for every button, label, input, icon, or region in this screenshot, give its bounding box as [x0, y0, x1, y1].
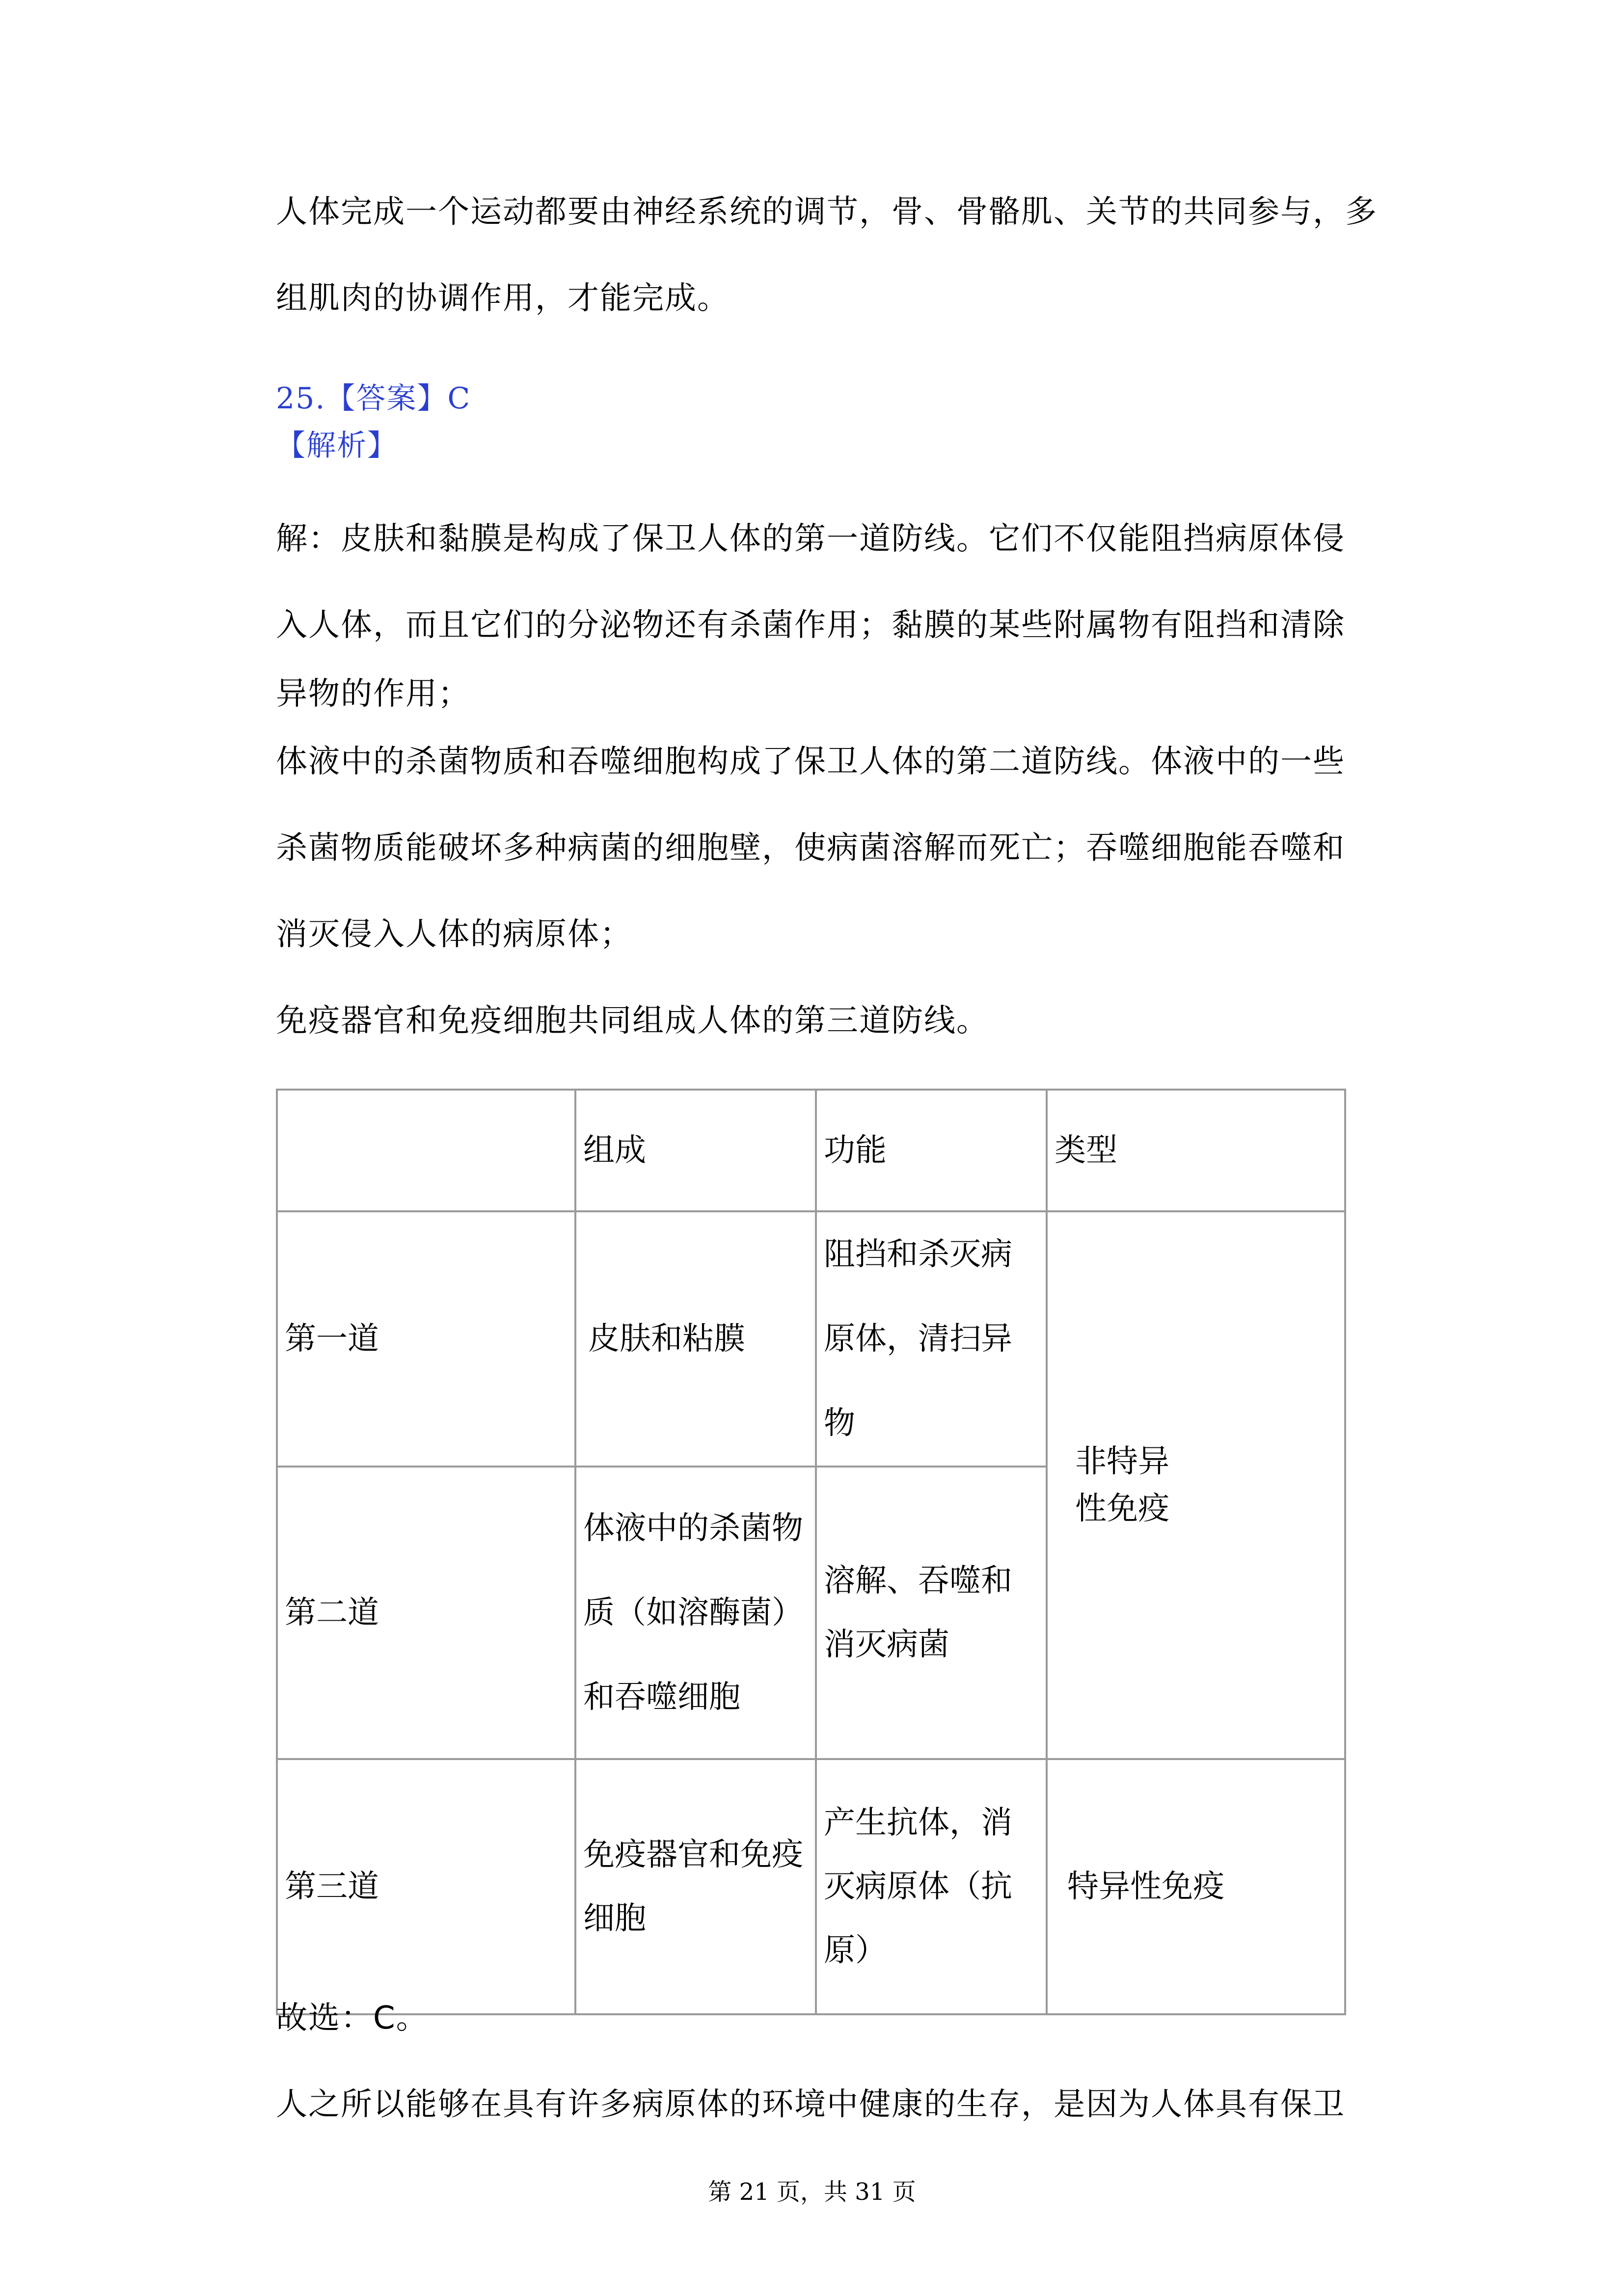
row-name: 第二道: [277, 1467, 575, 1759]
conclusion-line: 人之所以能够在具有许多病原体的环境中健康的生存，是因为人体具有保卫: [276, 2086, 1345, 2123]
row-composition: 免疫器官和免疫细胞: [575, 1759, 816, 2014]
header-composition: 组成: [575, 1090, 816, 1211]
header-type: 类型: [1047, 1090, 1345, 1211]
row-name: 第三道: [277, 1759, 575, 2014]
row-composition: 体液中的杀菌物质（如溶酶菌）和吞噬细胞: [575, 1467, 816, 1759]
analysis-p3-line-1: 免疫器官和免疫细胞共同组成人体的第三道防线。: [276, 1003, 989, 1039]
row-function: 溶解、吞噬和消灭病菌: [816, 1467, 1047, 1759]
row-function: 产生抗体，消灭病原体（抗原）: [816, 1759, 1047, 2014]
intro-line-2: 组肌肉的协调作用，才能完成。: [276, 280, 730, 317]
type-nonspecific: [1047, 1211, 1345, 1759]
analysis-p2-line-3: 消灭侵入人体的病原体；: [276, 916, 632, 953]
analysis-p2-line-1: 体液中的杀菌物质和吞噬细胞构成了保卫人体的第二道防线。体液中的一些: [276, 744, 1345, 780]
row-function: 阻挡和杀灭病原体，清扫异物: [816, 1211, 1047, 1467]
intro-line-1: 人体完成一个运动都要由神经系统的调节，骨、骨骼肌、关节的共同参与，多: [276, 194, 1378, 230]
analysis-p1-line-2: 入人体，而且它们的分泌物还有杀菌作用；黏膜的某些附属物有阻挡和清除: [276, 607, 1345, 643]
header-empty-cell: [277, 1090, 575, 1211]
analysis-label: 【解析】: [276, 428, 398, 463]
choice-line: 故选：C。: [276, 2000, 429, 2036]
row-name: 第一道: [277, 1211, 575, 1467]
page-footer: 第 21 页，共 31 页: [708, 2178, 916, 2206]
header-function: 功能: [816, 1090, 1047, 1211]
type-specific: 特异性免疫: [1047, 1759, 1345, 2014]
table-row: [277, 1211, 1345, 1467]
answer-label: 25.【答案】C: [276, 381, 471, 416]
analysis-p1-line-3: 异物的作用；: [276, 676, 470, 712]
analysis-p1-line-1: 解：皮肤和黏膜是构成了保卫人体的第一道防线。它们不仅能阻挡病原体侵: [276, 521, 1345, 557]
analysis-p2-line-2: 杀菌物质能破坏多种病菌的细胞壁，使病菌溶解而死亡；吞噬细胞能吞噬和: [276, 830, 1345, 866]
type-nonspecific-label: 非特异性免疫: [1075, 1443, 1169, 1527]
table-row: [277, 1759, 1345, 2014]
table-header-row: [277, 1090, 1345, 1211]
row-composition: 皮肤和粘膜: [575, 1211, 816, 1467]
defense-table: [276, 1089, 1346, 2015]
